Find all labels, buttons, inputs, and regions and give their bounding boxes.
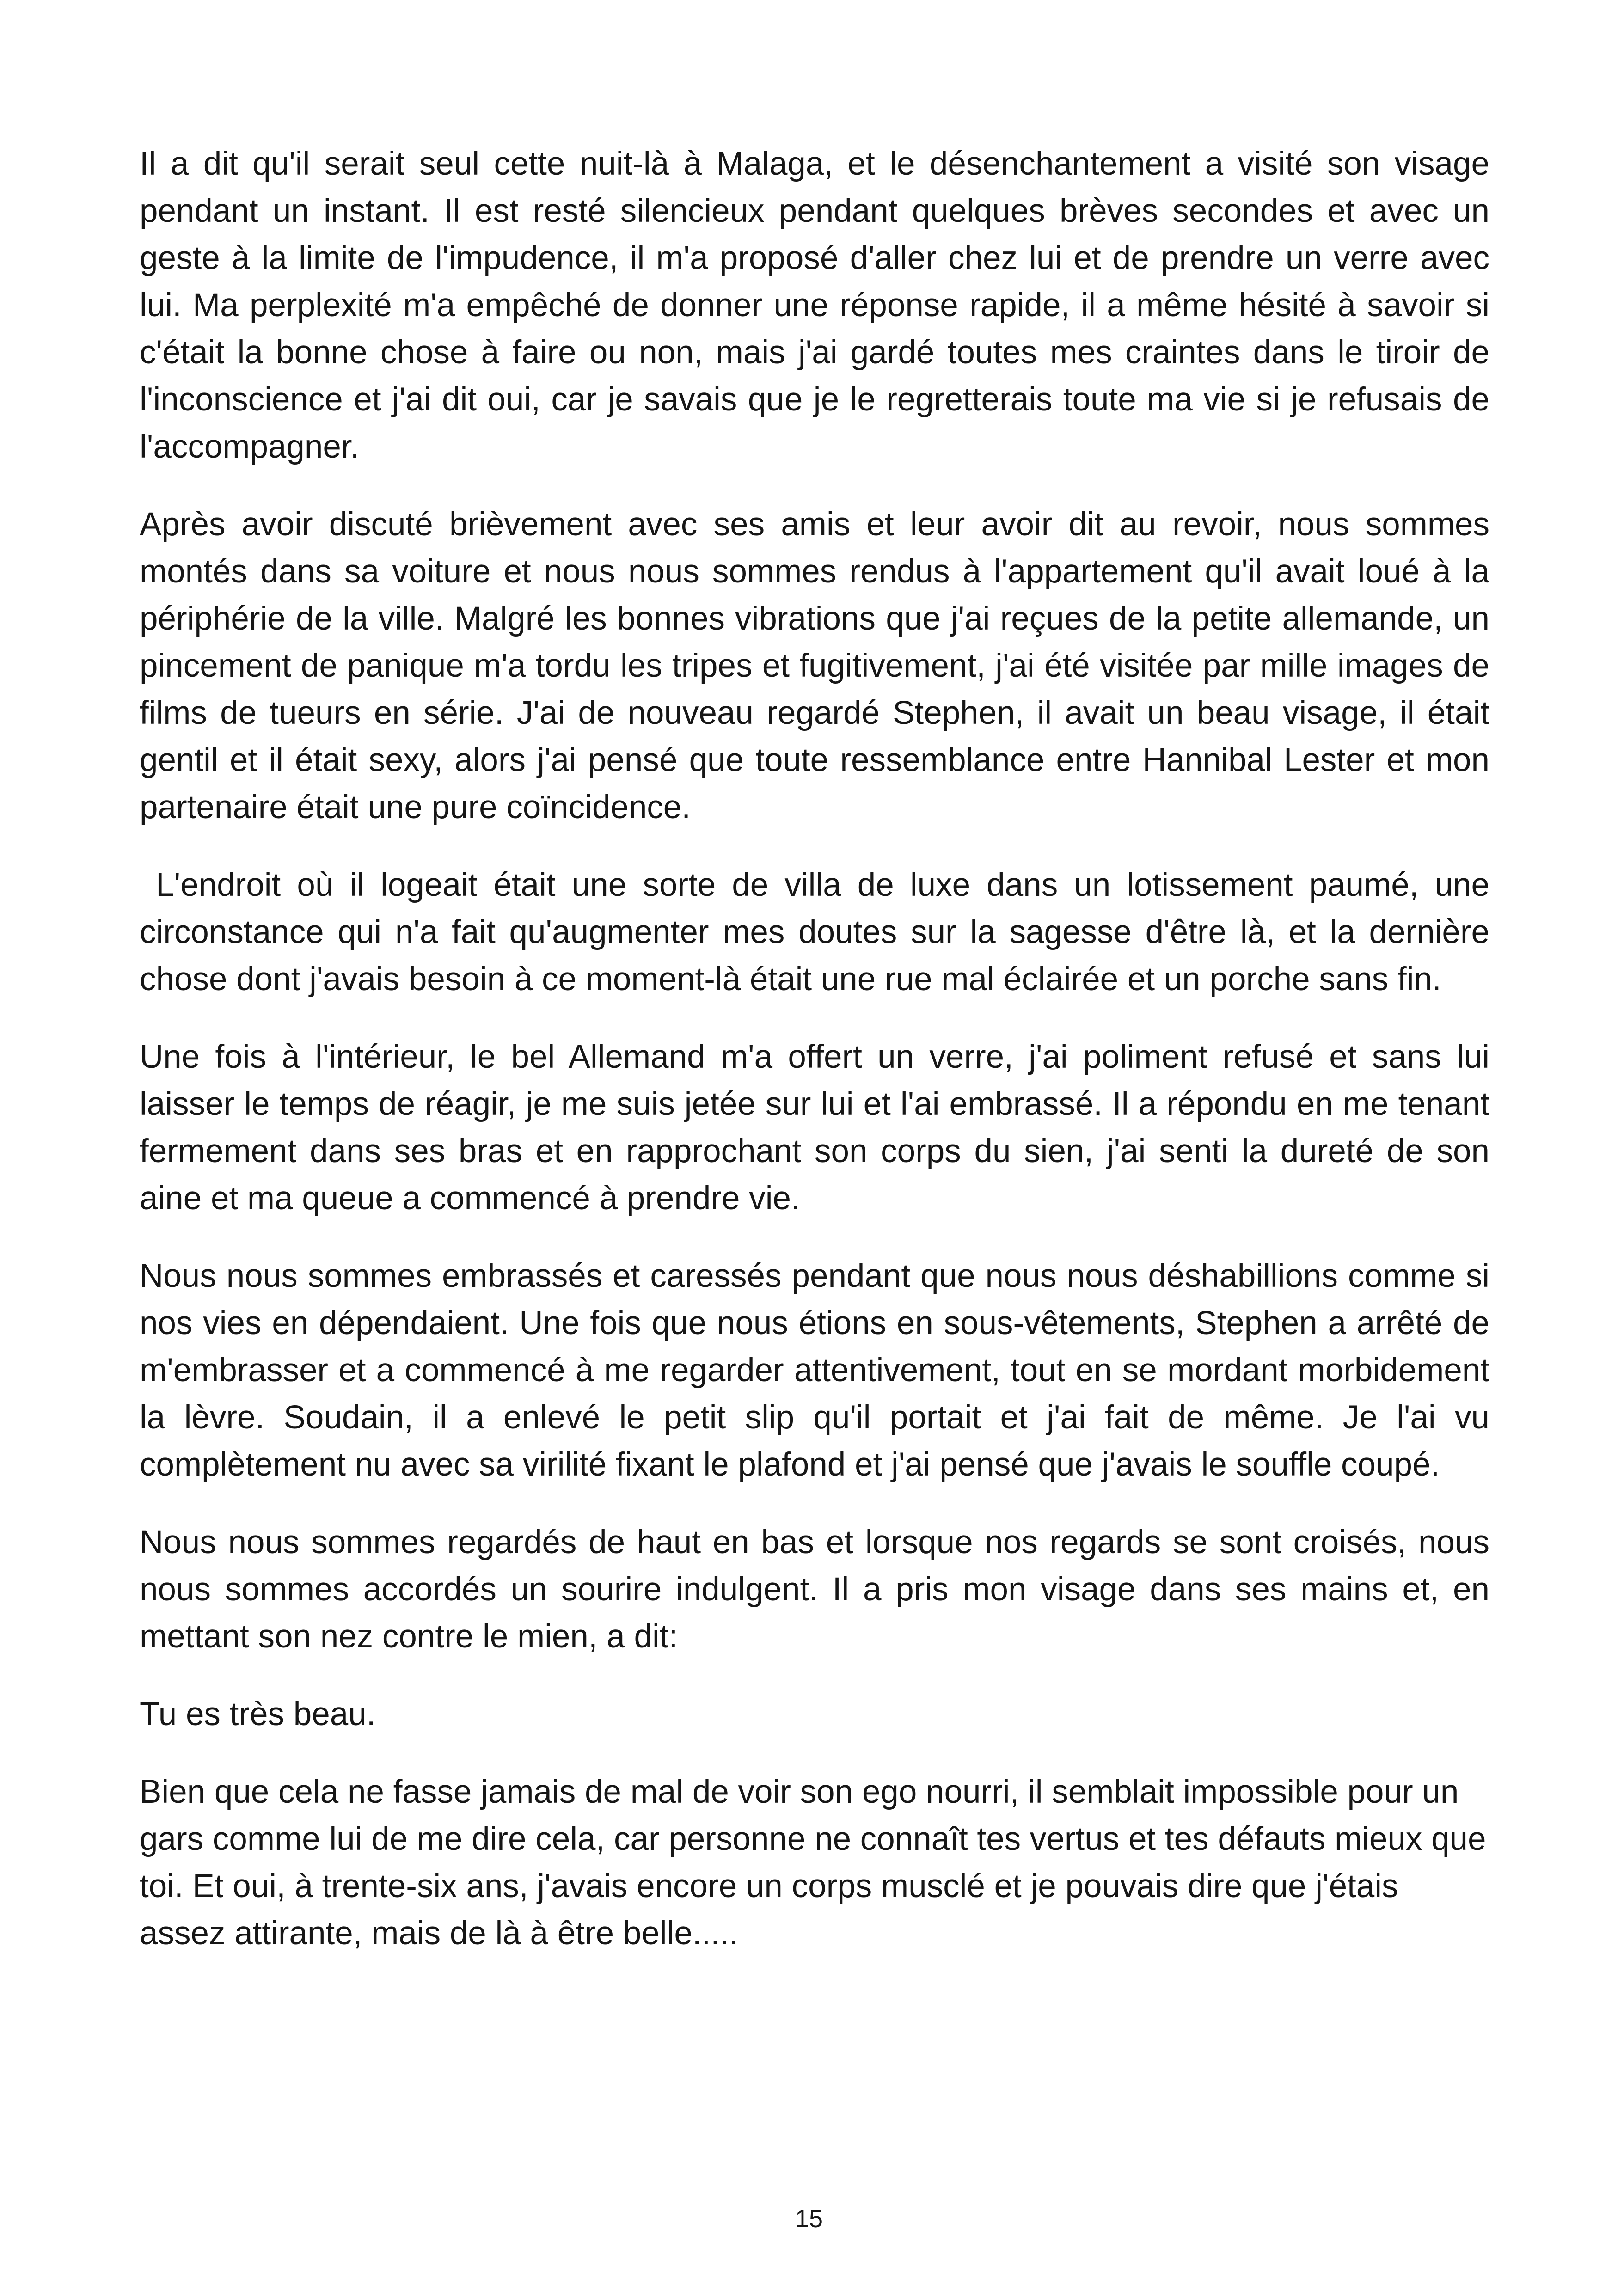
paragraph: Nous nous sommes embrassés et caressés pendant que nous nous déshabillions comme si nos vies en dépendaient. Une fois que nous étions en sous-vêtements, Stephen a arrêté de m'embrasser et a commencé à me regarder attentivement, tout en se mordant morbidement la lèvre. Soudain, il a enlevé le petit slip qu'il portait et j'ai fait de même. Je l'ai vu complètement nu avec sa virilité fixant le plafond et j'ai pensé que j'avais le souffle coupé.: [140, 1258, 1489, 1483]
paragraph: Bien que cela ne fasse jamais de mal de voir son ego nourri, il semblait impossible pour un gars comme lui de me dire cela, car personne ne connaît tes vertus et tes défauts mieux que toi. Et oui, à trente-six ans, j'avais encore un corps musclé et je pouvais dire que j'étais assez attirante, mais de là à être belle.....: [140, 1774, 1486, 1952]
paragraph: Après avoir discuté brièvement avec ses amis et leur avoir dit au revoir, nous sommes montés dans sa voiture et nous nous sommes rendus à l'appartement qu'il avait loué à la périphérie de la ville. Malgré les bonnes vibrations que j'ai reçues de la petite allemande, un pincement de panique m'a tordu les tripes et fugitivement, j'ai été visitée par mille images de films de tueurs en série. J'ai de nouveau regardé Stephen, il avait un beau visage, il était gentil et il était sexy, alors j'ai pensé que toute ressemblance entre Hannibal Lester et mon partenaire était une pure coïncidence.: [140, 506, 1489, 826]
body-text: [140, 141, 1499, 1988]
dialogue-line: Tu es très beau.: [140, 1696, 376, 1733]
page-number: 15: [795, 2205, 823, 2233]
paragraph: Il a dit qu'il serait seul cette nuit-là à Malaga, et le désenchantement a visité son visage pendant un instant. Il est resté silencieux pendant quelques brèves secondes et avec un geste à la limite de l'impudence, il m'a proposé d'aller chez lui et de prendre un verre avec lui. Ma perplexité m'a empêché de donner une réponse rapide, il a même hésité à savoir si c'était la bonne chose à faire ou non, mais j'ai gardé toutes mes craintes dans le tiroir de l'inconscience et j'ai dit oui, car je savais que je le regretterais toute ma vie si je refusais de l'accompagner.: [140, 146, 1489, 465]
paragraph: L'endroit où il logeait était une sorte de villa de luxe dans un lotissement paumé, une circonstance qui n'a fait qu'augmenter mes doutes sur la sagesse d'être là, et la dernière chose dont j'avais besoin à ce moment-là était une rue mal éclairée et un porche sans fin.: [140, 867, 1499, 998]
paragraph: Une fois à l'intérieur, le bel Allemand m'a offert un verre, j'ai poliment refusé et sans lui laisser le temps de réagir, je me suis jetée sur lui et l'ai embrassé. Il a répondu en me tenant fermement dans ses bras et en rapprochant son corps du sien, j'ai senti la dureté de son aine et ma queue a commencé à prendre vie.: [140, 1039, 1489, 1217]
paragraph: Nous nous sommes regardés de haut en bas et lorsque nos regards se sont croisés, nous nous sommes accordés un sourire indulgent. Il a pris mon visage dans ses mains et, en mettant son nez contre le mien, a dit:: [140, 1524, 1489, 1655]
